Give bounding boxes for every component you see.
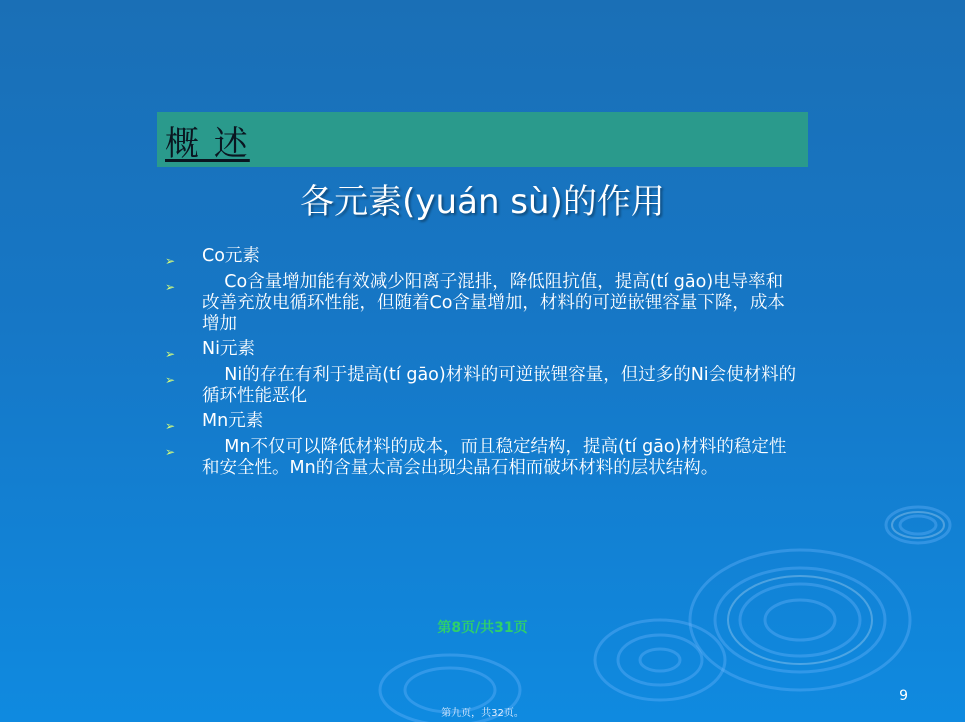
title-banner	[157, 112, 808, 167]
arrow-bullet-icon: ➢	[165, 254, 176, 268]
list-item	[165, 365, 797, 407]
list-item	[165, 411, 797, 433]
bullet-text: Co含量增加能有效减少阳离子混排，降低阻抗值，提高(tí gāo)电导率和改善充放电循环性能，但随着Co含量增加，材料的可逆嵌锂容量下降，成本增加	[202, 272, 785, 334]
slide-subtitle: 各元素(yuán sù)的作用	[300, 182, 665, 222]
arrow-bullet-icon: ➢	[165, 419, 176, 433]
slide-number: 9	[899, 688, 908, 704]
arrow-bullet-icon: ➢	[165, 373, 176, 387]
bullet-list	[165, 246, 797, 483]
footer-page-info: 第九页，共32页。	[441, 708, 524, 719]
bullet-text: Ni的存在有利于提高(tí gāo)材料的可逆嵌锂容量，但过多的Ni会使材料的循环性能恶化	[202, 365, 797, 406]
bullet-text: Ni元素	[202, 339, 255, 359]
list-item	[165, 437, 797, 479]
list-item	[165, 339, 797, 361]
arrow-bullet-icon: ➢	[165, 445, 176, 459]
list-item	[165, 246, 797, 268]
bullet-text: Co元素	[202, 246, 260, 266]
bullet-text: Mn元素	[202, 411, 264, 431]
page-counter: 第8页/共31页	[437, 620, 528, 636]
bullet-text: Mn不仅可以降低材料的成本，而且稳定结构，提高(tí gāo)材料的稳定性和安全性。Mn的含量太高会出现尖晶石相而破坏材料的层状结构。	[202, 437, 787, 478]
slide-heading: 概 述	[165, 124, 250, 164]
list-item	[165, 272, 797, 335]
arrow-bullet-icon: ➢	[165, 280, 176, 294]
arrow-bullet-icon: ➢	[165, 347, 176, 361]
